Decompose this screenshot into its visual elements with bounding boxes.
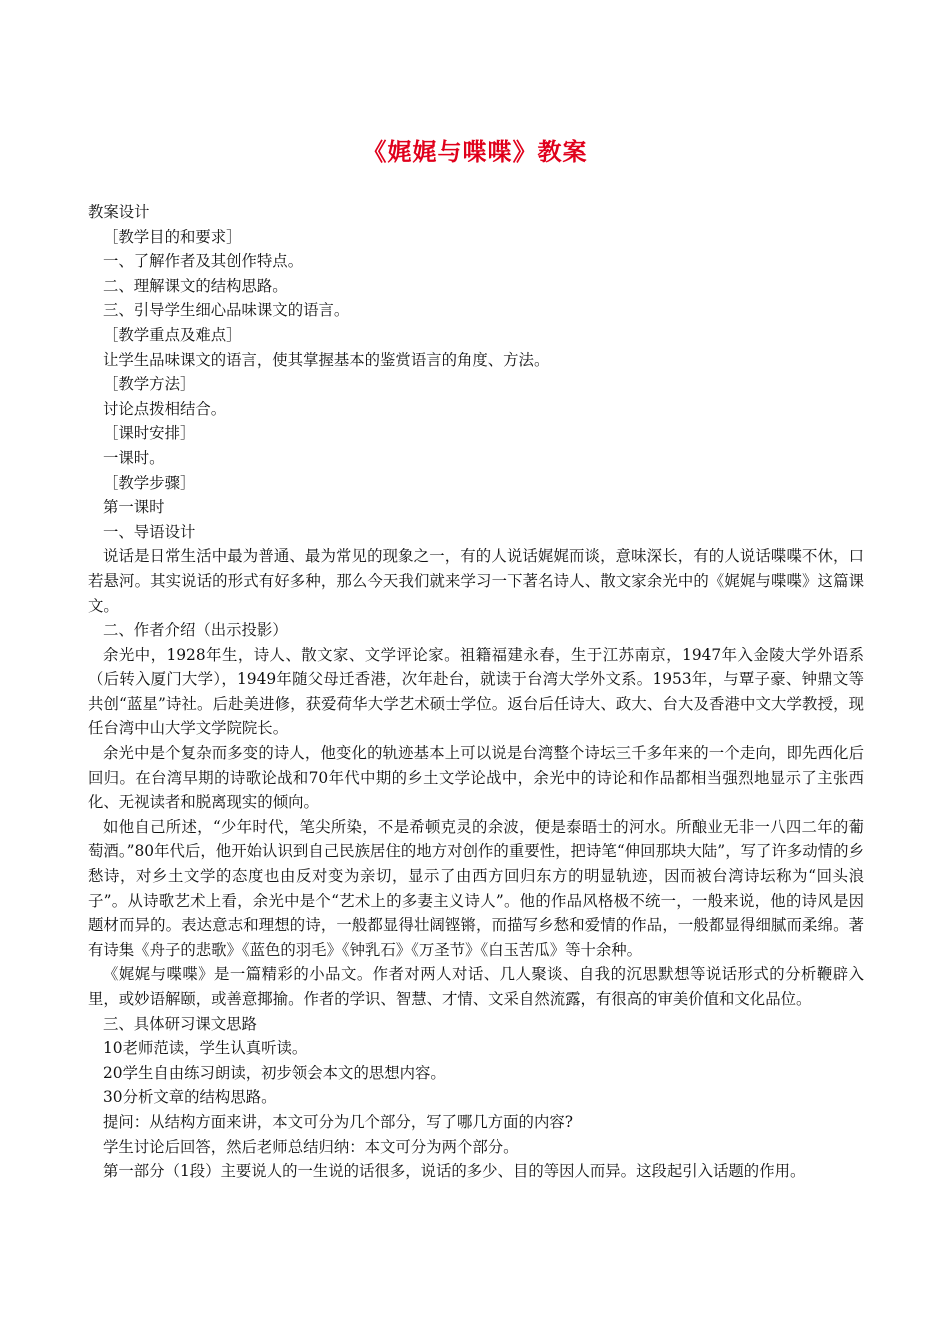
paragraph: 余光中是个复杂而多变的诗人，他变化的轨迹基本上可以说是台湾整个诗坛三千多年来的一个走向，即先西化后回归。在台湾早期的诗歌论战和70年代中期的乡土文学论战中，余光中的诗论和作品都相当强烈地显示了主张西化、无视读者和脱离现实的倾向。 (88, 744, 864, 812)
paragraph: 20学生自由练习朗读，初步领会本文的思想内容。 (103, 1063, 446, 1082)
document-title: 《娓娓与喋喋》教案 (362, 138, 588, 166)
paragraph: 三、引导学生细心品味课文的语言。 (103, 301, 350, 320)
paragraph: 讨论点拨相结合。 (103, 399, 227, 418)
paragraph: ［教学目的和要求］ (103, 227, 242, 246)
paragraph: ［教学步骤］ (103, 473, 196, 492)
paragraph: 让学生品味课文的语言，使其掌握基本的鉴赏语言的角度、方法。 (103, 350, 550, 369)
paragraph: 10老师范读，学生认真听读。 (103, 1039, 308, 1058)
paragraph: 一、了解作者及其创作特点。 (103, 252, 304, 271)
paragraph: 一课时。 (103, 448, 165, 467)
paragraph: 30分析文章的结构思路。 (103, 1088, 277, 1107)
paragraph: 三、具体研习课文思路 (103, 1014, 257, 1033)
paragraph: 教案设计 (88, 203, 150, 221)
paragraph: ［教学重点及难点］ (103, 325, 242, 344)
paragraph: 如他自己所述，“少年时代，笔尖所染，不是希顿克灵的余波，便是泰晤士的河水。所酿业无非一八四二年的葡萄酒。”80年代后，他开始认识到自己民族居住的地方对创作的重要性，把诗笔“伸回那块大陆”，写了许多动情的乡愁诗，对乡土文学的态度也由反对变为亲切，显示了由西方回归东方的明显轨迹，因而被台湾诗坛称为“回头浪子”。从诗歌艺术上看，余光中是个“艺术上的多妻主义诗人”。他的作品风格极不统一，一般来说，他的诗风是因题材而异的。表达意志和理想的诗，一般都显得壮阔铿锵，而描写乡愁和爱情的作品，一般都显得细腻而柔绵。著有诗集《舟子的悲歌》《蓝色的羽毛》《钟乳石》《万圣节》《白玉苦瓜》等十余种。 (88, 817, 864, 959)
paragraph: 一、导语设计 (103, 522, 196, 541)
paragraph: ［教学方法］ (103, 375, 196, 394)
paragraph: 说话是日常生活中最为普通、最为常见的现象之一，有的人说话娓娓而谈，意味深长，有的人说话喋喋不休，口若悬河。其实说话的形式有好多种，那么今天我们就来学习一下著名诗人、散文家余光中的《娓娓与喋喋》这篇课文。 (88, 547, 864, 615)
paragraph: 《娓娓与喋喋》是一篇精彩的小品文。作者对两人对话、几人聚谈、自我的沉思默想等说话形式的分析鞭辟入里，或妙语解颐，或善意揶揄。作者的学识、智慧、才情、文采自然流露，有很高的审美价值和文化品位。 (88, 965, 864, 1008)
document-body (88, 200, 864, 1184)
paragraph: 二、理解课文的结构思路。 (103, 276, 288, 295)
paragraph: 第一课时 (103, 498, 165, 517)
paragraph: 二、作者介绍（出示投影） (103, 621, 288, 640)
paragraph: 余光中，1928年生，诗人、散文家、文学评论家。祖籍福建永春，生于江苏南京，1947年入金陵大学外语系（后转入厦门大学），1949年随父母迁香港，次年赴台，就读于台湾大学外文系。1953年，与覃子豪、钟鼎文等共创“蓝星”诗社。后赴美进修，获爱荷华大学艺术硕士学位。返台后任诗大、政大、台大及香港中文大学教授，现任台湾中山大学文学院院长。 (88, 645, 864, 738)
paragraph: 学生讨论后回答，然后老师总结归纳：本文可分为两个部分。 (103, 1137, 519, 1156)
paragraph: 第一部分（1段）主要说人的一生说的话很多，说话的多少、目的等因人而异。这段起引入话题的作用。 (103, 1162, 806, 1181)
paragraph: 提问：从结构方面来讲，本文可分为几个部分，写了哪几方面的内容? (103, 1112, 573, 1131)
paragraph: ［课时安排］ (103, 424, 196, 443)
